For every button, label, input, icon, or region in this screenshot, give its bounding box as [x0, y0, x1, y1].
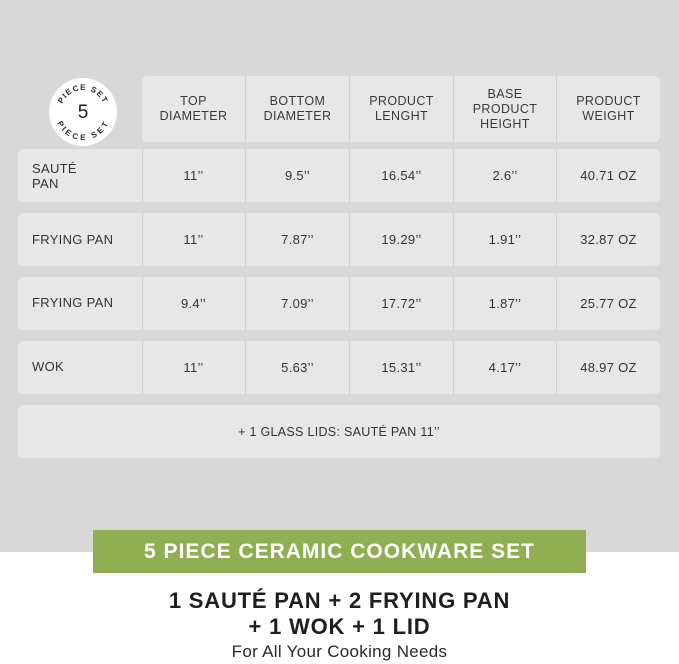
product-banner: 5 PIECE CERAMIC COOKWARE SET — [93, 530, 586, 573]
header-top-diameter: TOP DIAMETER — [159, 94, 228, 123]
cell-product-length: 15.31’’ — [381, 360, 422, 375]
cell-weight: 32.87 OZ — [580, 232, 637, 247]
header-product-length: PRODUCT LENGHT — [369, 94, 434, 123]
cell-bottom-diameter: 9.5’’ — [284, 168, 311, 183]
cell-bottom-diameter: 7.87’’ — [281, 232, 314, 247]
row-name: WOK — [32, 359, 64, 374]
badge-number: 5 — [77, 102, 89, 123]
cell-weight: 40.71 OZ — [580, 168, 637, 183]
cell-product-length: 16.54’’ — [381, 168, 422, 183]
cell-base-height: 1.87’’ — [488, 296, 522, 311]
cell-bottom-diameter: 5.63’’ — [281, 360, 314, 375]
cell-top-diameter: 11’’ — [183, 168, 204, 183]
cell-top-diameter: 9.4’’ — [180, 296, 207, 311]
cell-bottom-diameter: 7.09’’ — [281, 296, 314, 311]
cell-product-length: 17.72’’ — [381, 296, 422, 311]
badge-ring-text-top: PIECE SET — [56, 82, 110, 106]
summary-line-1: 1 SAUTÉ PAN + 2 FRYING PAN — [168, 588, 511, 613]
cell-weight: 25.77 OZ — [580, 296, 637, 311]
cell-top-diameter: 11’’ — [183, 232, 204, 247]
header-bottom-diameter: BOTTOM DIAMETER — [263, 94, 332, 123]
cell-base-height: 4.17’’ — [488, 360, 522, 375]
header-product-weight: PRODUCT WEIGHT — [576, 94, 641, 123]
header-base-height: BASE PRODUCT HEIGHT — [472, 86, 538, 131]
cell-weight: 48.97 OZ — [580, 360, 637, 375]
cell-base-height: 2.6’’ — [492, 168, 518, 183]
badge-ring-text-bottom: PIECE SET — [55, 119, 111, 143]
row-name: FRYING PAN — [32, 295, 114, 310]
row-name: SAUTÉ PAN — [32, 161, 77, 191]
cell-product-length: 19.29’’ — [381, 232, 422, 247]
row-name: FRYING PAN — [32, 232, 114, 247]
tagline: For All Your Cooking Needs — [231, 642, 448, 661]
cell-top-diameter: 11’’ — [183, 360, 204, 375]
badge-ring-icon — [49, 78, 117, 146]
cell-base-height: 1.91’’ — [488, 232, 522, 247]
summary-line-2: + 1 WOK + 1 LID — [248, 614, 431, 639]
piece-set-badge — [49, 78, 117, 146]
glass-lids-note: + 1 GLASS LIDS: SAUTÉ PAN 11’’ — [18, 405, 660, 458]
